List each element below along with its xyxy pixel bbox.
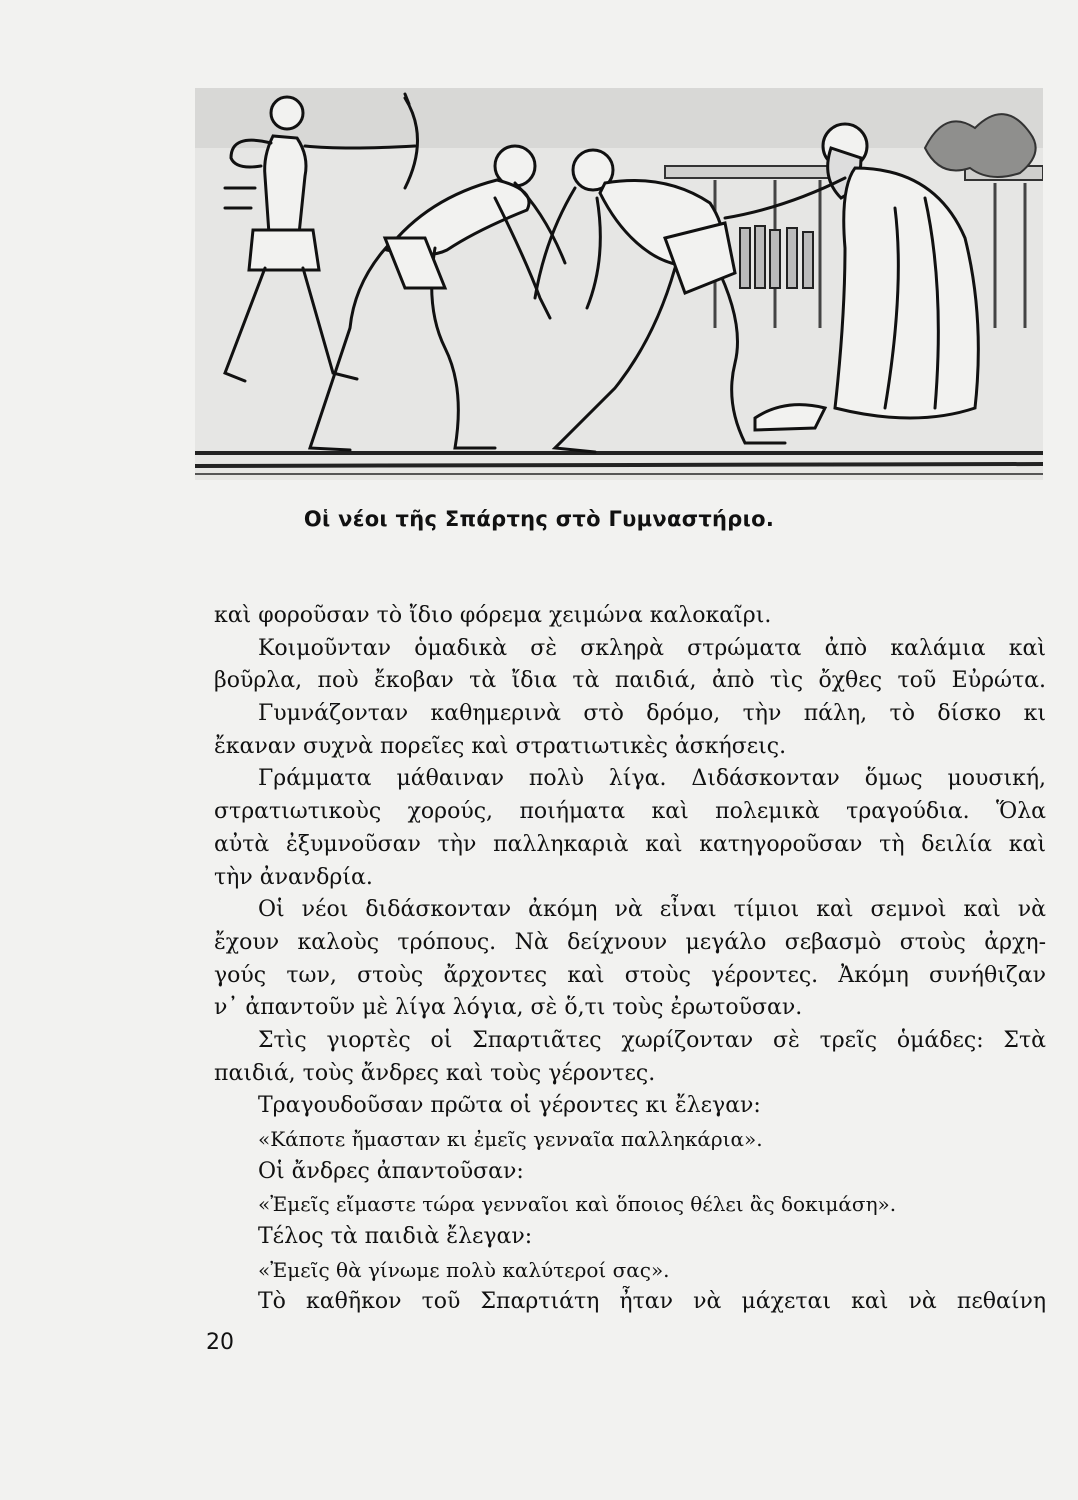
text-line: Γυμνάζονταν καθημερινὰ στὸ δρόμο, τὴν πάλη, τὸ δίσκο κι bbox=[258, 701, 1046, 727]
body-text bbox=[214, 600, 1046, 1319]
text-line: ν᾿ ἀπαντοῦν μὲ λίγα λόγια, σὲ ὅ,τι τοὺς ἐρωτοῦσαν. bbox=[214, 995, 803, 1021]
text-line: Κοιμοῦνταν ὁμαδικὰ σὲ σκληρὰ στρώματα ἀπὸ καλάμια καὶ bbox=[258, 635, 1046, 661]
text-line: αὐτὰ ἐξυμνοῦσαν τὴν παλληκαριὰ καὶ κατηγοροῦσαν τὴ δειλία καὶ bbox=[214, 831, 1046, 857]
text-line: στρατιωτικοὺς χορούς, ποιήματα καὶ πολεμικὰ τραγούδια. Ὅλα bbox=[214, 799, 1046, 825]
text-line: Οἱ νέοι διδάσκονταν ἀκόμη νὰ εἶναι τίμιοι καὶ σεμνοὶ καὶ νὰ bbox=[258, 897, 1046, 923]
text-line: Τὸ καθῆκον τοῦ Σπαρτιάτη ἦταν νὰ μάχεται καὶ νὰ πεθαίνη bbox=[258, 1289, 1046, 1315]
text-line: καὶ φοροῦσαν τὸ ἴδιο φόρεμα χειμώνα καλοκαῖρι. bbox=[214, 603, 772, 628]
text-line: γούς των, στοὺς ἄρχοντες καὶ στοὺς γέροντες. Ἀκόμη συνήθιζαν bbox=[214, 962, 1046, 988]
text-line: ἔκαναν συχνὰ πορεῖες καὶ στρατιωτικὲς ἀσκήσεις. bbox=[214, 733, 787, 759]
text-line: Οἱ ἄνδρες ἀπαντοῦσαν: bbox=[258, 1158, 524, 1184]
page-number: 20 bbox=[206, 1330, 234, 1355]
quote-line: «Ἐμεῖς θὰ γίνωμε πολὺ καλύτεροί σας». bbox=[258, 1257, 670, 1282]
text-line: Στὶς γιορτὲς οἱ Σπαρτιᾶτες χωρίζονταν σὲ τρεῖς ὁμάδες: Στὰ bbox=[258, 1027, 1046, 1053]
text-line: Τραγουδοῦσαν πρῶτα οἱ γέροντες κι ἔλεγαν: bbox=[258, 1093, 761, 1119]
wrestlers-illustration bbox=[195, 88, 1043, 480]
text-line: Τέλος τὰ παιδιὰ ἔλεγαν: bbox=[258, 1224, 533, 1250]
text-line: Γράμματα μάθαιναν πολὺ λίγα. Διδάσκονταν ὅμως μουσική, bbox=[258, 766, 1046, 792]
text-line: τὴν ἀνανδρία. bbox=[214, 864, 373, 890]
quote-line: «Ἐμεῖς εἴμαστε τώρα γενναῖοι καὶ ὅποιος θέλει ἂς δοκιμάση». bbox=[258, 1192, 897, 1217]
wrestlers-illustration-icon bbox=[195, 88, 1043, 480]
text-line: ἔχουν καλοὺς τρόπους. Νὰ δείχνουν μεγάλο σεβασμὸ στοὺς ἀρχη- bbox=[214, 929, 1046, 955]
text-line: βοῦρλα, ποὺ ἔκοβαν τὰ ἴδια τὰ παιδιά, ἀπὸ τὶς ὄχθες τοῦ Εὐρώτα. bbox=[214, 668, 1046, 694]
quote-line: «Κάποτε ἤμασταν κι ἐμεῖς γενναῖα παλληκάρια». bbox=[258, 1127, 763, 1151]
text-line: παιδιά, τοὺς ἄνδρες καὶ τοὺς γέροντες. bbox=[214, 1060, 656, 1086]
illustration-caption: Οἱ νέοι τῆς Σπάρτης στὸ Γυμναστήριο. bbox=[303, 507, 775, 531]
